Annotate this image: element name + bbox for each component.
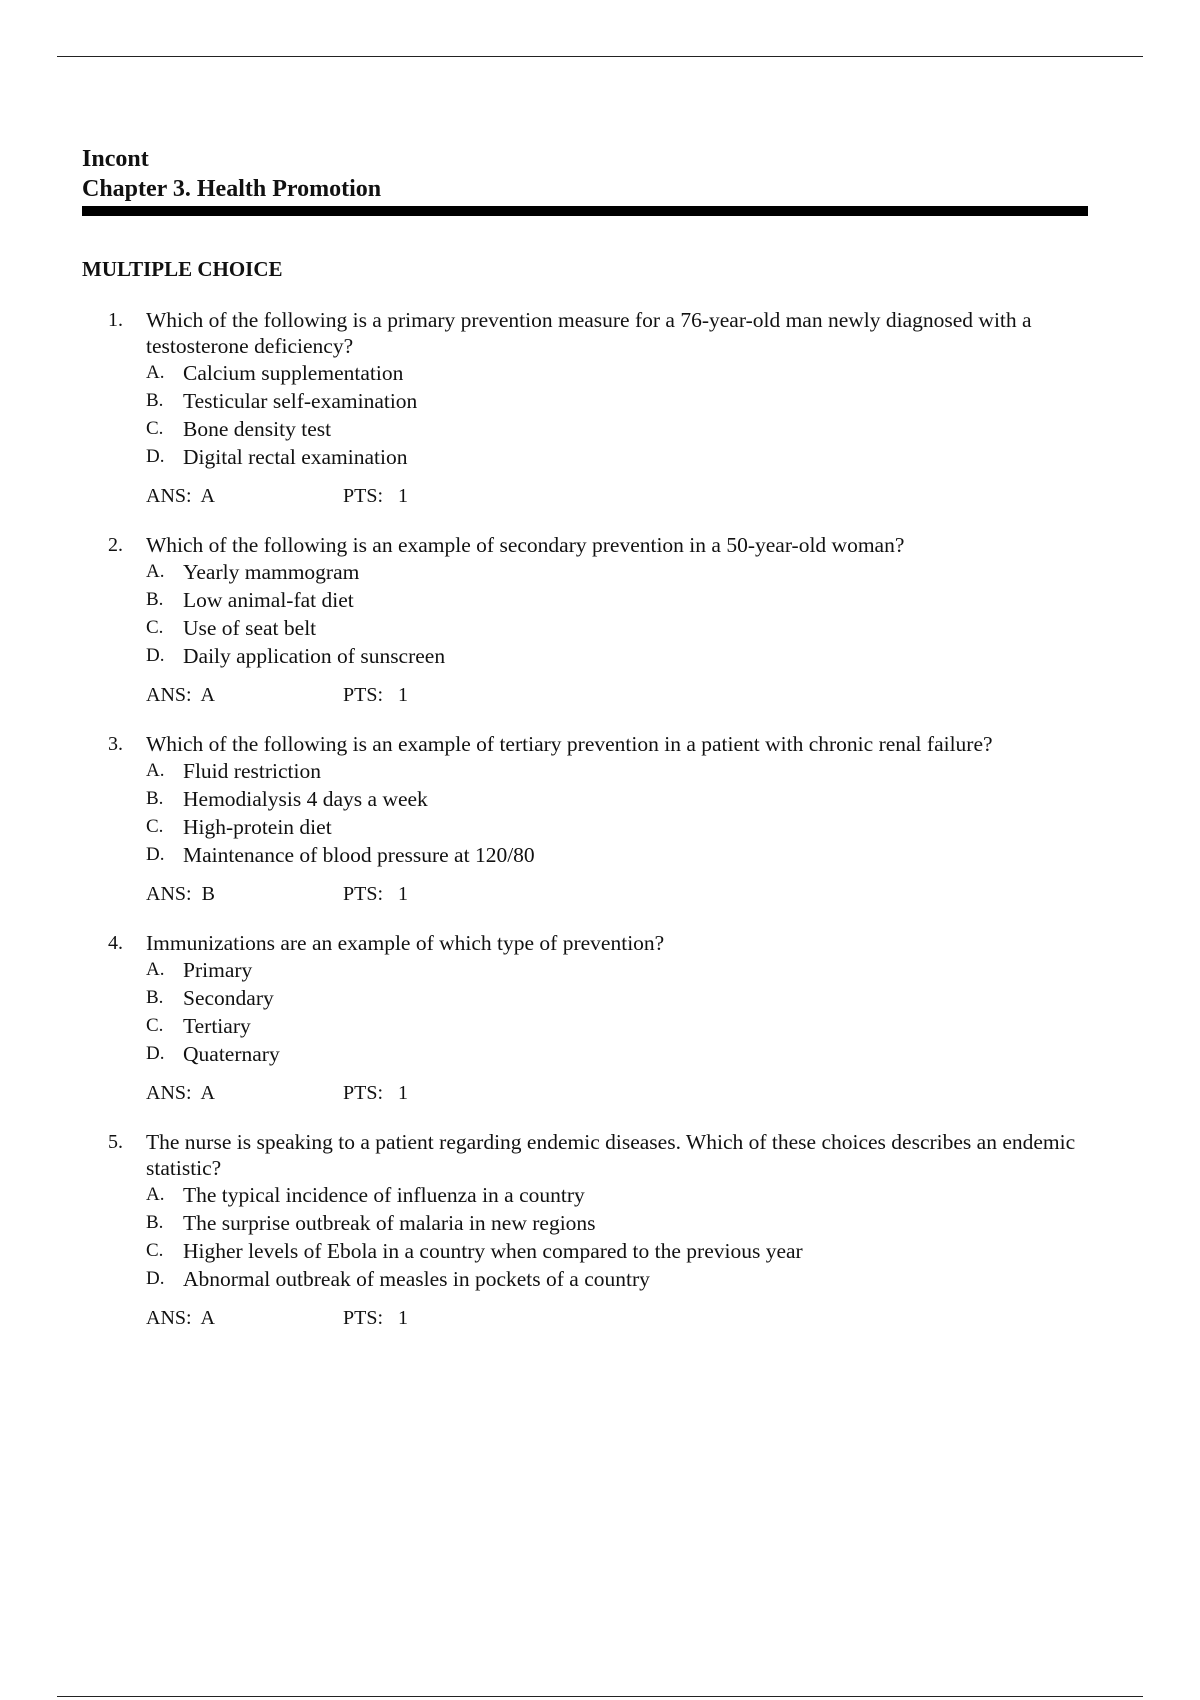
answer-option (146, 443, 1092, 471)
option-text: Fluid restriction (183, 759, 321, 783)
points-value: PTS: 1 (343, 883, 409, 905)
option-text: Bone density test (183, 417, 332, 441)
answer-option (146, 984, 1092, 1012)
option-text: The typical incidence of influenza in a country (183, 1183, 585, 1207)
answer-options (146, 558, 1092, 670)
document-page (82, 144, 1092, 1354)
answer-option (146, 558, 1092, 586)
answer-key: ANS: A (146, 1307, 215, 1329)
answer-option (146, 1237, 1092, 1265)
option-text: Low animal-fat diet (183, 588, 354, 612)
answer-key-row (146, 881, 1092, 907)
question-item (82, 930, 1092, 1106)
option-text: Daily application of sunscreen (183, 644, 446, 668)
answer-key-row (146, 1305, 1092, 1331)
option-letter: B. (146, 788, 164, 809)
option-text: Digital rectal examination (183, 445, 408, 469)
option-letter: D. (146, 844, 165, 865)
answer-options (146, 757, 1092, 869)
answer-option (146, 1040, 1092, 1068)
points-value: PTS: 1 (343, 1307, 409, 1329)
option-text: Secondary (183, 986, 274, 1010)
chapter-title: Chapter 3. Health Promotion (82, 176, 382, 202)
answer-option (146, 757, 1092, 785)
question-item (82, 731, 1092, 907)
question-text: Immunizations are an example of which type of prevention? (146, 931, 665, 955)
points-value: PTS: 1 (343, 485, 409, 507)
option-letter: A. (146, 959, 165, 980)
option-text: Use of seat belt (183, 616, 317, 640)
answer-option (146, 642, 1092, 670)
option-text: Primary (183, 958, 253, 982)
question-text: The nurse is speaking to a patient regarding endemic diseases. Which of these choices describes an endemic statistic? (146, 1130, 1076, 1180)
option-text: High-protein diet (183, 815, 332, 839)
answer-option (146, 614, 1092, 642)
option-letter: A. (146, 362, 165, 383)
question-number: 1. (108, 309, 123, 331)
answer-option (146, 415, 1092, 443)
option-text: Calcium supplementation (183, 361, 404, 385)
answer-options (146, 956, 1092, 1068)
option-letter: C. (146, 1240, 164, 1261)
option-letter: A. (146, 561, 165, 582)
answer-key-row (146, 1080, 1092, 1106)
answer-option (146, 1265, 1092, 1293)
question-text: Which of the following is an example of tertiary prevention in a patient with chronic renal failure? (146, 732, 993, 756)
question-text: Which of the following is a primary prevention measure for a 76-year-old man newly diagnosed with a testosterone deficiency? (146, 308, 1032, 358)
answer-key: ANS: A (146, 485, 215, 507)
question-item (82, 532, 1092, 708)
option-letter: A. (146, 760, 165, 781)
question-number: 3. (108, 733, 123, 755)
option-text: Higher levels of Ebola in a country when compared to the previous year (183, 1239, 803, 1263)
option-text: Quaternary (183, 1042, 280, 1066)
answer-key-row (146, 682, 1092, 708)
answer-options (146, 1181, 1092, 1293)
page-bottom-rule (57, 1696, 1143, 1697)
answer-option (146, 813, 1092, 841)
points-value: PTS: 1 (343, 1082, 409, 1104)
points-value: PTS: 1 (343, 684, 409, 706)
option-text: Abnormal outbreak of measles in pockets of a country (183, 1267, 650, 1291)
page-top-rule (57, 56, 1143, 57)
question-item (82, 307, 1092, 509)
answer-option (146, 387, 1092, 415)
option-letter: B. (146, 1212, 164, 1233)
title-divider (82, 206, 1088, 216)
option-letter: A. (146, 1184, 165, 1205)
option-text: Testicular self-examination (183, 389, 418, 413)
answer-key: ANS: A (146, 684, 215, 706)
option-letter: B. (146, 390, 164, 411)
option-text: Maintenance of blood pressure at 120/80 (183, 843, 535, 867)
question-text: Which of the following is an example of secondary prevention in a 50-year-old woman? (146, 533, 905, 557)
answer-option (146, 956, 1092, 984)
option-letter: C. (146, 418, 164, 439)
option-text: Hemodialysis 4 days a week (183, 787, 428, 811)
answer-option (146, 1012, 1092, 1040)
answer-option (146, 586, 1092, 614)
answer-key-row (146, 483, 1092, 509)
option-letter: B. (146, 987, 164, 1008)
answer-key: ANS: B (146, 883, 215, 905)
question-number: 2. (108, 534, 123, 556)
option-letter: D. (146, 1043, 165, 1064)
section-heading: MULTIPLE CHOICE (82, 257, 283, 281)
option-letter: C. (146, 816, 164, 837)
option-letter: B. (146, 589, 164, 610)
option-text: Tertiary (183, 1014, 251, 1038)
option-text: Yearly mammogram (183, 560, 360, 584)
answer-option (146, 1181, 1092, 1209)
answer-option (146, 359, 1092, 387)
question-number: 5. (108, 1131, 123, 1153)
option-letter: D. (146, 645, 165, 666)
option-letter: C. (146, 617, 164, 638)
question-item (82, 1129, 1092, 1331)
option-letter: D. (146, 446, 165, 467)
question-number: 4. (108, 932, 123, 954)
option-letter: D. (146, 1268, 165, 1289)
answer-option (146, 785, 1092, 813)
question-list (82, 307, 1092, 1331)
answer-option (146, 841, 1092, 869)
answer-options (146, 359, 1092, 471)
document-title: Incont (82, 146, 149, 172)
option-text: The surprise outbreak of malaria in new regions (183, 1211, 596, 1235)
option-letter: C. (146, 1015, 164, 1036)
answer-option (146, 1209, 1092, 1237)
answer-key: ANS: A (146, 1082, 215, 1104)
